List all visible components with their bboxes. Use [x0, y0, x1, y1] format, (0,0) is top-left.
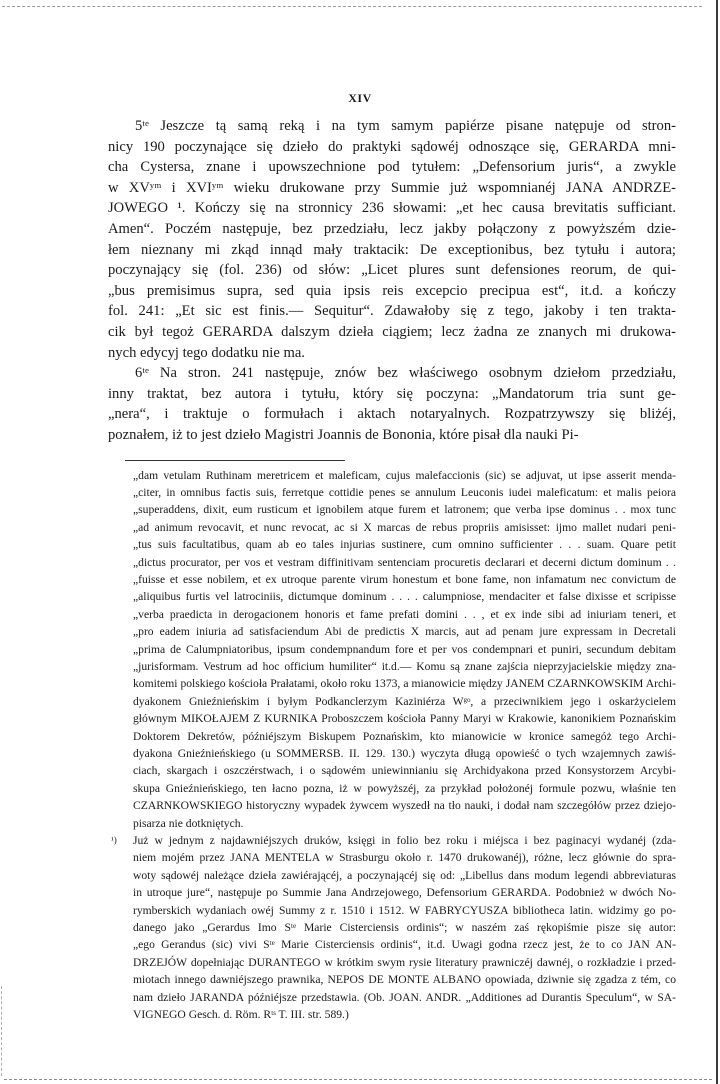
footnotes: [108, 467, 676, 1024]
footnote-line: nam dzieło JARANDA późniéjsze przedstawia. (Ob. JOAN. ANDR. „Additiones ad Durantis Speculum“, w SA-: [133, 990, 676, 1004]
footnote-line: woty sądowéj należące dzieła zawiérającéj, a poczynającéj się od: „Libellus dans modum legendi abbreviaturas: [133, 868, 676, 882]
footnote-line: VIGNEGO Gesch. d. Röm. Rᵗˢ T. III. str. 589.): [133, 1008, 349, 1022]
text-line: poznałem, iż to jest dzieło Magistri Joannis de Bononia, które pisał dla nauki Pi-: [108, 426, 579, 443]
text-line: cik był tegoż GERARDA dalszym dzieła ciągiem; lecz żadna ze znanych mi drukowa-: [108, 323, 676, 340]
footnote-line: niem mojém przez JANA MENTELA w Strasburgu około r. 1470 drukowanéj), różne, lecz głównie do spra-: [133, 851, 676, 865]
footnote-divider: [125, 460, 345, 461]
footnote-line: rymberskich wydaniach owéj Summy z r. 1510 i 1512. W FABRYCYUSZA bibliotheca latin. widzimy go po-: [133, 903, 676, 917]
text-line: „bus premisimus supra, sed quia ipsis reis excepcio precipua est“, it.d. a kończy: [108, 282, 676, 299]
footnote-line: danego jako „Gerardus Imo Sᵗᵉ Marie Cisterciensis ordinis“; w naszém zaś rękopiśmie pisze się autor:: [133, 921, 676, 935]
footnote-line: głównym MIKOŁAJEM Z KURNIKA Proboszczem kościoła Panny Maryi w Krakowie, kanonikiem Poznańskim: [133, 712, 676, 726]
footnote-line: dyakonem Gnieźnieńskim i byłym Podkanclerzym Kaziniérza Wᵍᵒ, a przeciwnikiem jego i oskarżycielem: [133, 694, 676, 708]
paragraph-6: [108, 363, 676, 445]
footnote-line: „dam vetulam Ruthinam meretricem et maleficam, cujus malefaccionis (sic) se adjuvat, ut ipse asserit menda-: [133, 468, 676, 482]
footnote-line: dyakona Gnieźnieńskiego (u SOMMERSB. II. 129. 130.) wyczyta długą opowieść o tych wzajemnych zawiś-: [133, 747, 676, 760]
footnote-line: in utroque jure“, następuje po Summie Jana Andrzejowego, Defensorium GERARDA. Podobnież w dwóch No-: [133, 886, 676, 900]
footnote-line: komitemi polskiego kościoła Prałatami, około roku 1373, a mianowicie między JANEM CZARNKOWSKIM Archi-: [133, 677, 676, 691]
footnote-line: „citer, in omnibus factis suis, ferretque cottidie penes se annulum Leuconis iudei maleficatum: et malis peiora: [133, 485, 676, 499]
footnote-line: „tus suis facultatibus, quam ab eo tales injurias sustinere, cum omnino sufficienter . . . suam. Quare petit: [133, 538, 676, 552]
page-number: XIV: [348, 91, 372, 105]
footnote-line: „jurisformam. Vestrum ad hoc officium humiliter“ it.d.— Komu są znane zajścia nieprzyjacielskie między zna-: [133, 659, 676, 673]
text-line: 5ᵗᵉ Jeszcze tą samą reką i na tym samym papiérze pisane natępuje od stron-: [135, 118, 676, 134]
text-line: inny traktat, bez autora i tytułu, który się poczyna: „Mandatorum tria sunt ge-: [108, 385, 676, 402]
footnote-line: pisarza nie dotkniętych.: [133, 816, 244, 830]
text-line: łem nieznany mi zkąd innąd mały traktacik: De exceptionibus, bez tytułu i autora;: [108, 241, 676, 258]
footnote-line: Już w jednym z najdawniéjszych druków, księgi in folio bez roku i miéjsca i bez paginacyi wydanéj (zda-: [133, 834, 676, 848]
footnote-line: „ad animum revocavit, et nunc revocat, ac si X marcas de rebus propriis amisisset: ijmo mallet nudari peni-: [133, 520, 676, 534]
footnote-line: Doktorem Dekretów, późniéjszym Biskupem Poznańskim, kto mianowicie w kronice samegóż tego Archi-: [133, 729, 676, 743]
footnote-line: ciach, skargach i oszczérstwach, i o sądowém uniewinnianiu się Archidyakona przed Konsystorzem Arcybi-: [133, 764, 676, 778]
footnote-line: miotach innego dawniéjszego prawnika, NEPOS DE MONTE ALBANO opowiada, dziwnie się zgadza z tém, co: [133, 973, 676, 987]
paragraph-5: [108, 116, 676, 363]
footnote-line: „superaddens, dixit, eum rusticum et ignobilem atque furem et latronem; que verba ipse dominus . . mox tunc: [133, 503, 676, 517]
text-line: Amen“. Poczém następuje, bez przedziału, lecz jakby połączony z powyższém dzie-: [108, 220, 676, 237]
footnote-1-marker: ¹): [111, 835, 117, 846]
text-line: w XVʸᵐ i XVIʸᵐ wieku drukowane przy Summie już wspomnianéj JANA ANDRZE-: [108, 179, 676, 196]
text-line: 6ᵗᵉ Na stron. 241 następuje, znów bez właściwego osobnym dziełom przedziału,: [135, 365, 676, 382]
footnote-line: „fuisse et esse nobilem, et ex utroque parente virum honestum et bone fame, non infamatum nec convictum de: [133, 572, 676, 586]
text-line: nych edycyj tego dodatku nie ma.: [108, 344, 305, 361]
footnote-line: „verba praedicta in derogacionem honoris et fame prefati domini . . , et ex inde sibi ad iniuriam teneri, et: [133, 607, 676, 621]
footnote-line: CZARNKOWSKIEGO historyczny wypadek żywcem wyszedł na tło nauki, i dodał nam szczegółów przez dziejo-: [133, 799, 676, 813]
text-line: fol. 241: „Et sic est finis.— Sequitur“. Zdawałoby się z tego, jakoby i ten trakta-: [108, 303, 676, 320]
footnote-continued: [108, 467, 676, 833]
footnote-line: „pro eadem iniuria ad satisfaciendum Abi de predictis X marcis, aut ad penam jure expressam in Decretali: [133, 625, 676, 639]
footnote-1: [108, 832, 676, 1023]
footnote-line: skupa Gnieźnieńskiego, ten łacno pozna, iż w powyższéj, za przykład położonéj formule pozwu, właśnie ten: [133, 781, 676, 795]
text-line: JOWEGO ¹. Kończy się na stronnicy 236 słowami: „et hec causa brevitatis sufficiant.: [108, 200, 676, 217]
main-text: [108, 116, 676, 446]
text-line: cha Cystersa, znane i upowszechnione pod tytułem: „Defensorium juris“, a zwykle: [108, 159, 676, 176]
footnote-line: „ego Gerandus (sic) vivi Sᵗᵉ Marie Cisterciensis ordinis“, it.d. Uwagi godna rzecz jest, że to co JAN AN-: [133, 938, 676, 952]
footnote-line: „dictus procurator, per vos et vestram diffinitivam sentenciam procuretis declarari et decerni dictum dominum . .: [133, 555, 676, 569]
text-line: „nera“, i traktuje o formułach i aktach notaryalnych. Rozpatrzywszy się bliżéj,: [108, 406, 676, 423]
footnote-line: „aliquibus furtis vel latrociniis, dictumque dominum . . . . calumpniose, mendaciter et false dixisse et scripisse: [133, 590, 676, 604]
text-line: poczynający się (fol. 236) od słów: „Licet plures sunt defensiones reorum, de qui-: [108, 262, 676, 279]
text-line: nicy 190 poczynające się dzieło do praktyki sądowéj odnoszące się, GERARDA mni-: [108, 138, 676, 155]
footnote-line: DRZEJÓW dopełniając DURANTEGO w krótkim swym rysie literatury prawniczéj dawnéj, o rozkładzie i przed-: [133, 955, 676, 969]
footnote-line: „prima de Calumpniatoribus, ipsum condempnandum fore et per vos condempnari et puniri, secundum debitam: [133, 642, 676, 656]
